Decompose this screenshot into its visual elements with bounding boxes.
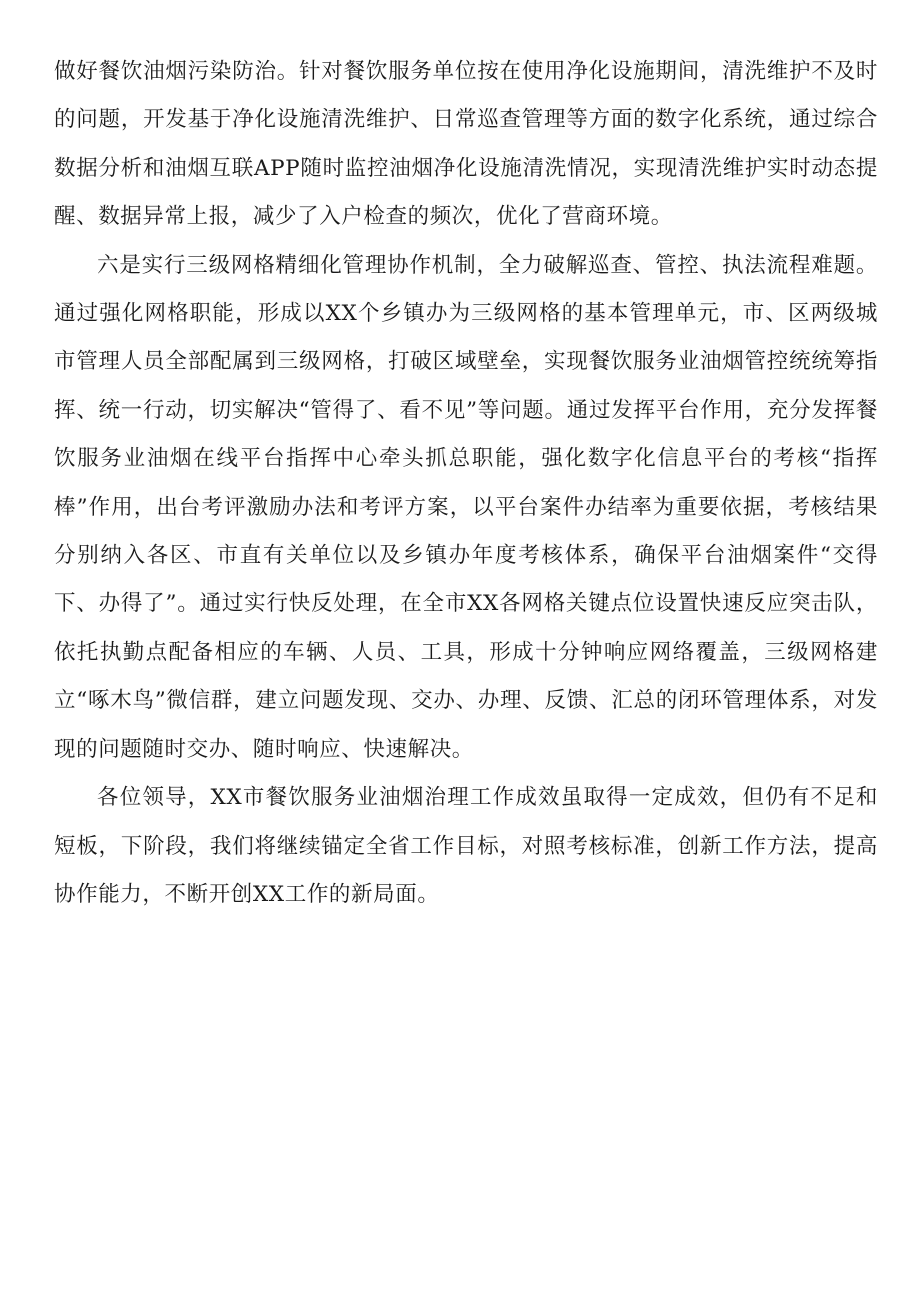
paragraph-section-six: 六是实行三级网格精细化管理协作机制，全力破解巡查、管控、执法流程难题。通过强化网格职能，形成以XX个乡镇办为三级网格的基本管理单元，市、区两级城市管理人员全部配属到三级网格，打破区域壁垒，实现餐饮服务业油烟管控统统筹指挥、统一行动，切实解决“管得了、看不见”等问题。通过发挥平台作用，充分发挥餐饮服务业油烟在线平台指挥中心牵头抓总职能，强化数字化信息平台的考核“指挥棒”作用，出台考评激励办法和考评方案，以平台案件办结率为重要依据，考核结果分别纳入各区、市直有关单位以及乡镇办年度考核体系，确保平台油烟案件“交得下、办得了”。通过实行快反处理，在全市XX各网格关键点位设置快速反应突击队，依托执勤点配备相应的车辆、人员、工具，形成十分钟响应网络覆盖，三级网格建立“啄木鸟”微信群，建立问题发现、交办、办理、反馈、汇总的闭环管理体系，对发现的问题随时交办、随时响应、快速解决。	[54, 252, 878, 762]
paragraph-closing: 各位领导，XX市餐饮服务业油烟治理工作成效虽取得一定成效，但仍有不足和短板，下阶段，我们将继续锚定全省工作目标，对照考核标准，创新工作方法，提高协作能力，不断开创XX工作的新局面。	[54, 785, 878, 907]
document-body	[54, 48, 878, 919]
paragraph-continued: 做好餐饮油烟污染防治。针对餐饮服务单位按在使用净化设施期间，清洗维护不及时的问题，开发基于净化设施清洗维护、日常巡查管理等方面的数字化系统，通过综合数据分析和油烟互联APP随时监控油烟净化设施清洗情况，实现清洗维护实时动态提醒、数据异常上报，减少了入户检查的频次，优化了营商环境。	[54, 59, 878, 230]
